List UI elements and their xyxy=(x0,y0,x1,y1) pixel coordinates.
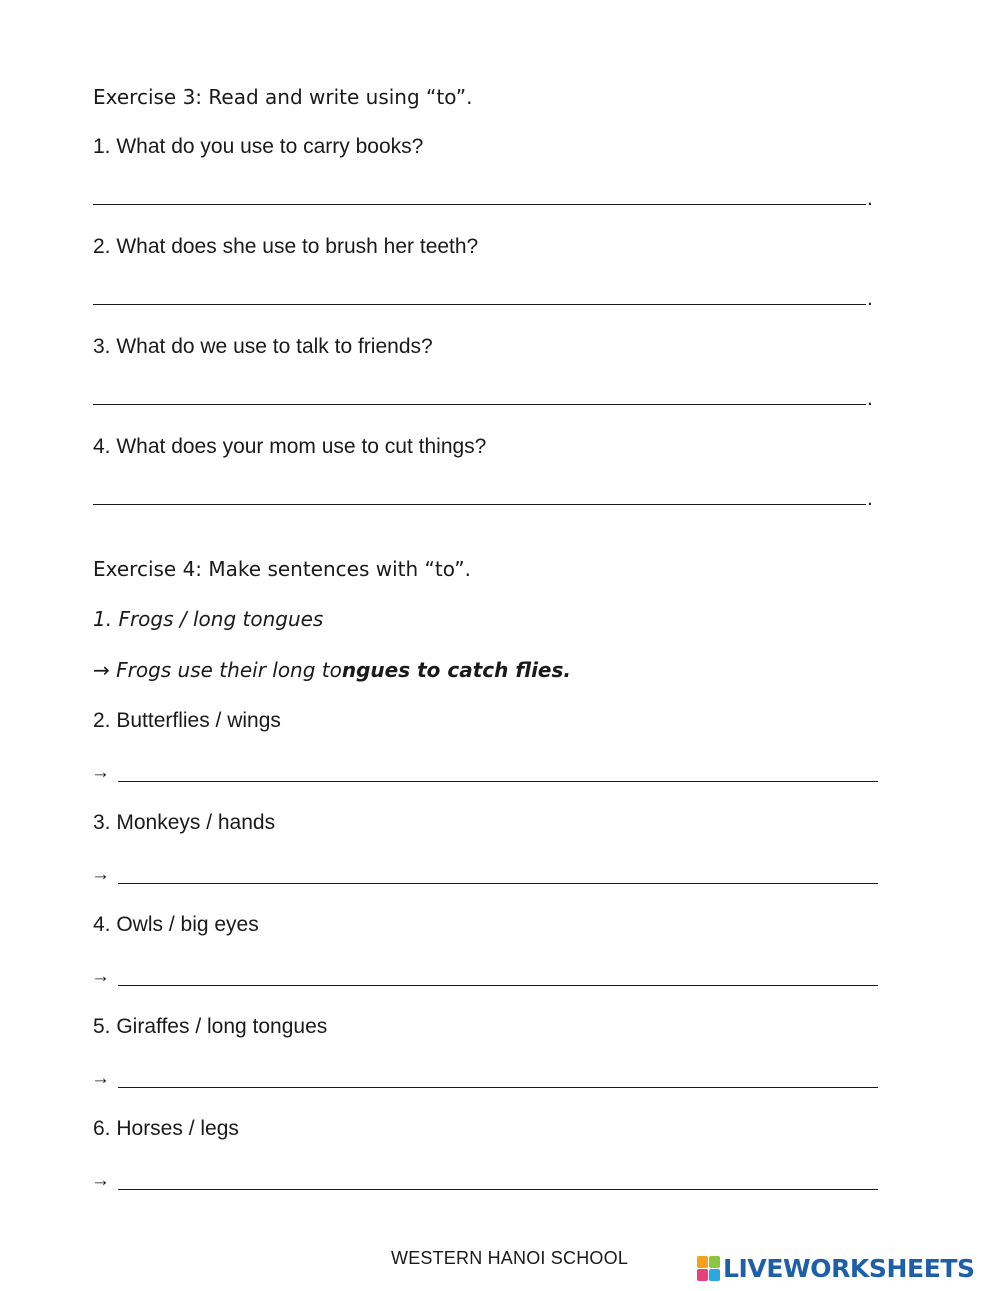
liveworksheets-brand: LIVEWORKSHEETS xyxy=(723,1254,975,1283)
exercise4-title: Exercise 4: Make sentences with “to”. xyxy=(93,557,471,581)
answer-line-4[interactable] xyxy=(93,504,866,505)
exercise4-example-prompt: 1. Frogs / long tongues xyxy=(93,607,324,631)
answer-line-end-4: . xyxy=(867,487,873,510)
school-name: WESTERN HANOI SCHOOL xyxy=(391,1248,629,1268)
arrow-icon: → xyxy=(91,966,110,987)
liveworksheets-logo[interactable] xyxy=(697,1254,975,1284)
arrow-icon: → xyxy=(91,1068,110,1089)
exercise3-question-2: 2. What does she use to brush her teeth? xyxy=(93,235,479,258)
sentence-line-2[interactable] xyxy=(118,781,878,782)
example-answer-end: ngues to catch flies. xyxy=(341,658,571,682)
exercise3-title: Exercise 3: Read and write using “to”. xyxy=(93,85,473,109)
exercise4-item-2: 2. Butterflies / wings xyxy=(93,709,281,732)
arrow-icon: → xyxy=(91,1170,110,1191)
answer-line-end-3: . xyxy=(867,387,873,410)
exercise3-question-4: 4. What does your mom use to cut things? xyxy=(93,435,487,458)
answer-line-1[interactable] xyxy=(93,204,866,205)
answer-line-end-1: . xyxy=(867,187,873,210)
exercise4-item-5: 5. Giraffes / long tongues xyxy=(93,1015,328,1038)
sentence-line-6[interactable] xyxy=(118,1189,878,1190)
exercise4-item-6: 6. Horses / legs xyxy=(93,1117,239,1140)
arrow-icon: → xyxy=(91,762,110,783)
answer-line-2[interactable] xyxy=(93,304,866,305)
exercise4-example-answer xyxy=(93,657,571,683)
exercise4-item-4: 4. Owls / big eyes xyxy=(93,913,259,936)
example-answer-start: → Frogs use their long to xyxy=(93,658,342,682)
arrow-icon: → xyxy=(91,864,110,885)
sentence-line-4[interactable] xyxy=(118,985,878,986)
answer-line-end-2: . xyxy=(867,287,873,310)
sentence-line-5[interactable] xyxy=(118,1087,878,1088)
exercise4-item-3: 3. Monkeys / hands xyxy=(93,811,276,834)
exercise3-question-3: 3. What do we use to talk to friends? xyxy=(93,335,433,358)
answer-line-3[interactable] xyxy=(93,404,866,405)
exercise3-question-1: 1. What do you use to carry books? xyxy=(93,135,424,158)
liveworksheets-mark-icon xyxy=(697,1256,721,1282)
sentence-line-3[interactable] xyxy=(118,883,878,884)
